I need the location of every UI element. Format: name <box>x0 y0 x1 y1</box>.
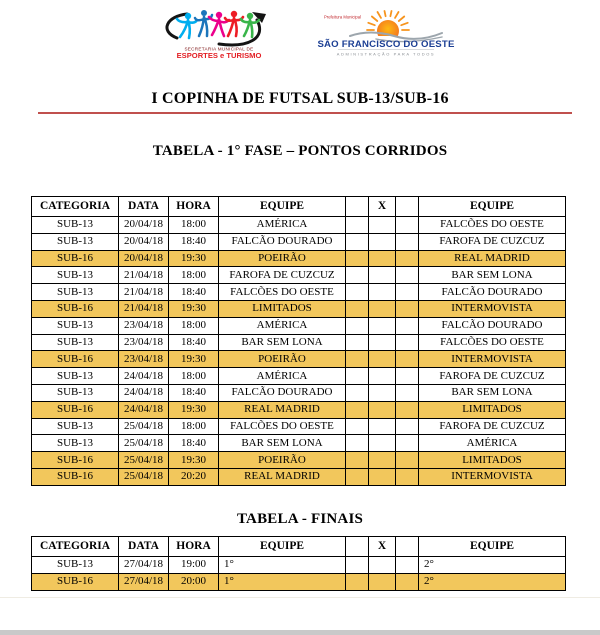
table-cell: 1° <box>219 573 346 590</box>
table-cell: FAROFA DE CUZCUZ <box>219 267 346 284</box>
table-cell <box>396 418 419 435</box>
column-header: EQUIPE <box>419 197 566 217</box>
column-header: HORA <box>169 537 219 557</box>
table-cell: SUB-16 <box>32 573 119 590</box>
page-bottom-edge <box>0 630 600 635</box>
table-cell: 18:00 <box>169 418 219 435</box>
table-cell: REAL MADRID <box>219 401 346 418</box>
table-cell <box>369 351 396 368</box>
table-cell: 2° <box>419 557 566 574</box>
column-header: X <box>369 197 396 217</box>
table-cell: SUB-13 <box>32 418 119 435</box>
table-cell <box>369 334 396 351</box>
table-cell <box>346 334 369 351</box>
table-cell: SUB-16 <box>32 300 119 317</box>
table-cell: 24/04/18 <box>119 401 169 418</box>
table-cell: AMÉRICA <box>219 217 346 234</box>
table-row <box>32 401 566 418</box>
table-cell <box>369 452 396 469</box>
table-cell <box>369 573 396 590</box>
column-header: CATEGORIA <box>32 197 119 217</box>
table-cell: 1° <box>219 557 346 574</box>
table-row <box>32 435 566 452</box>
table-cell: SUB-16 <box>32 250 119 267</box>
table-cell: 18:00 <box>169 217 219 234</box>
table-row <box>32 452 566 469</box>
table-cell <box>396 267 419 284</box>
finals-heading: TABELA - FINAIS <box>236 511 364 527</box>
table-cell: FALCÃO DOURADO <box>219 384 346 401</box>
table-cell: 23/04/18 <box>119 351 169 368</box>
phase-table <box>31 196 566 486</box>
table-row <box>32 573 566 590</box>
title-rule <box>38 112 572 114</box>
table-cell <box>346 267 369 284</box>
esportes-logo-line2: ESPORTES e TURISMO <box>176 51 262 59</box>
table-cell <box>346 250 369 267</box>
table-cell: FALCÕES DO OESTE <box>219 418 346 435</box>
table-cell: FALCÕES DO OESTE <box>419 217 566 234</box>
table-cell <box>396 468 419 485</box>
table-cell: 18:40 <box>169 233 219 250</box>
table-cell: FAROFA DE CUZCUZ <box>419 418 566 435</box>
prefeitura-logo-line0: Prefeitura Municipal <box>324 14 362 20</box>
table-cell <box>396 368 419 385</box>
table-cell: 21/04/18 <box>119 300 169 317</box>
table-cell: 19:30 <box>169 300 219 317</box>
table-cell <box>369 418 396 435</box>
table-cell: BAR SEM LONA <box>219 334 346 351</box>
table-cell <box>369 468 396 485</box>
column-header: DATA <box>119 197 169 217</box>
table-cell: 18:00 <box>169 317 219 334</box>
table-row <box>32 351 566 368</box>
table-cell: 19:30 <box>169 250 219 267</box>
table-cell <box>369 300 396 317</box>
table-cell: SUB-13 <box>32 217 119 234</box>
prefeitura-logo-line1: SÃO FRANCISCO DO OESTE <box>317 39 455 50</box>
table-cell: LIMITADOS <box>419 452 566 469</box>
table-row <box>32 557 566 574</box>
page-margin-line <box>0 597 600 598</box>
column-header: X <box>369 537 396 557</box>
table-cell <box>346 284 369 301</box>
table-cell <box>346 435 369 452</box>
table-cell: FAROFA DE CUZCUZ <box>419 233 566 250</box>
table-cell: 19:30 <box>169 452 219 469</box>
table-cell: FALCÕES DO OESTE <box>419 334 566 351</box>
page-title: I COPINHA DE FUTSAL SUB-13/SUB-16 <box>151 90 449 107</box>
table-cell: 18:40 <box>169 334 219 351</box>
table-cell: 21/04/18 <box>119 267 169 284</box>
table-cell <box>396 250 419 267</box>
table-cell: 19:30 <box>169 401 219 418</box>
esportes-logo-line1: SECRETARIA MUNICIPAL DE <box>184 46 254 52</box>
table-cell: FAROFA DE CUZCUZ <box>419 368 566 385</box>
table-cell: SUB-16 <box>32 351 119 368</box>
table-cell <box>346 351 369 368</box>
table-row <box>32 217 566 234</box>
phase-heading: TABELA - 1° FASE – PONTOS CORRIDOS <box>152 143 448 159</box>
table-cell <box>346 452 369 469</box>
table-row <box>32 468 566 485</box>
table-cell: SUB-16 <box>32 468 119 485</box>
table-cell <box>369 284 396 301</box>
table-row <box>32 267 566 284</box>
column-header: EQUIPE <box>419 537 566 557</box>
table-cell: REAL MADRID <box>419 250 566 267</box>
table-cell: SUB-13 <box>32 267 119 284</box>
table-cell: 18:40 <box>169 435 219 452</box>
table-cell <box>396 384 419 401</box>
table-cell: BAR SEM LONA <box>219 435 346 452</box>
table-cell: POEIRÃO <box>219 250 346 267</box>
table-cell: AMÉRICA <box>419 435 566 452</box>
table-cell: SUB-13 <box>32 317 119 334</box>
table-cell <box>396 284 419 301</box>
table-cell: POEIRÃO <box>219 351 346 368</box>
table-cell <box>346 557 369 574</box>
column-header: DATA <box>119 537 169 557</box>
table-cell: FALCÃO DOURADO <box>419 317 566 334</box>
table-cell <box>369 401 396 418</box>
table-cell: INTERMOVISTA <box>419 351 566 368</box>
table-row <box>32 334 566 351</box>
table-cell: 20:00 <box>169 573 219 590</box>
table-cell: 18:00 <box>169 267 219 284</box>
table-cell <box>396 317 419 334</box>
table-cell <box>396 300 419 317</box>
table-cell <box>396 401 419 418</box>
table-cell <box>346 418 369 435</box>
table-cell <box>346 384 369 401</box>
table-cell <box>346 300 369 317</box>
table-cell <box>369 384 396 401</box>
table-cell <box>396 217 419 234</box>
table-cell: 20/04/18 <box>119 233 169 250</box>
table-cell <box>369 557 396 574</box>
table-cell <box>369 250 396 267</box>
table-cell: 20:20 <box>169 468 219 485</box>
table-cell: SUB-13 <box>32 435 119 452</box>
table-cell: 20/04/18 <box>119 217 169 234</box>
table-row <box>32 418 566 435</box>
table-cell: 21/04/18 <box>119 284 169 301</box>
table-cell: BAR SEM LONA <box>419 384 566 401</box>
finals-table-header-row <box>32 537 566 557</box>
table-cell: 24/04/18 <box>119 368 169 385</box>
table-cell: LIMITADOS <box>219 300 346 317</box>
table-row <box>32 233 566 250</box>
table-cell: 18:40 <box>169 284 219 301</box>
table-cell: LIMITADOS <box>419 401 566 418</box>
table-cell <box>346 368 369 385</box>
table-cell <box>396 573 419 590</box>
table-cell <box>396 452 419 469</box>
table-cell: SUB-13 <box>32 334 119 351</box>
table-cell: 19:00 <box>169 557 219 574</box>
column-header <box>346 197 369 217</box>
table-cell: SUB-16 <box>32 452 119 469</box>
table-cell <box>396 557 419 574</box>
prefeitura-logo <box>316 10 456 58</box>
table-cell: SUB-13 <box>32 368 119 385</box>
phase-table-header-row <box>32 197 566 217</box>
table-cell <box>396 435 419 452</box>
table-cell <box>369 267 396 284</box>
table-cell: FALCÃO DOURADO <box>419 284 566 301</box>
table-cell <box>369 233 396 250</box>
dancing-figures-icon <box>167 10 266 45</box>
table-cell: INTERMOVISTA <box>419 468 566 485</box>
esportes-logo <box>157 7 282 59</box>
table-cell: 18:00 <box>169 368 219 385</box>
column-header: HORA <box>169 197 219 217</box>
table-cell: 23/04/18 <box>119 317 169 334</box>
table-cell: 27/04/18 <box>119 573 169 590</box>
table-cell <box>346 317 369 334</box>
table-cell <box>346 233 369 250</box>
column-header <box>396 537 419 557</box>
table-row <box>32 384 566 401</box>
table-cell: 25/04/18 <box>119 468 169 485</box>
table-cell: SUB-13 <box>32 384 119 401</box>
table-cell <box>369 317 396 334</box>
table-cell: SUB-13 <box>32 284 119 301</box>
table-cell <box>396 233 419 250</box>
column-header <box>346 537 369 557</box>
table-cell: AMÉRICA <box>219 317 346 334</box>
table-cell <box>369 368 396 385</box>
table-cell: 2° <box>419 573 566 590</box>
finals-table <box>31 536 566 591</box>
table-cell: 25/04/18 <box>119 435 169 452</box>
column-header: EQUIPE <box>219 537 346 557</box>
table-cell <box>369 435 396 452</box>
column-header <box>396 197 419 217</box>
table-cell <box>346 573 369 590</box>
table-row <box>32 284 566 301</box>
table-cell: INTERMOVISTA <box>419 300 566 317</box>
table-cell <box>346 468 369 485</box>
table-cell: 18:40 <box>169 384 219 401</box>
table-cell: FALCÕES DO OESTE <box>219 284 346 301</box>
table-cell: BAR SEM LONA <box>419 267 566 284</box>
table-cell <box>369 217 396 234</box>
table-cell: 20/04/18 <box>119 250 169 267</box>
table-cell: 19:30 <box>169 351 219 368</box>
table-row <box>32 250 566 267</box>
table-cell: 23/04/18 <box>119 334 169 351</box>
table-cell: FALCÃO DOURADO <box>219 233 346 250</box>
table-cell: POEIRÃO <box>219 452 346 469</box>
table-cell: SUB-13 <box>32 233 119 250</box>
table-cell: 24/04/18 <box>119 384 169 401</box>
column-header: CATEGORIA <box>32 537 119 557</box>
table-cell <box>346 217 369 234</box>
table-cell <box>346 401 369 418</box>
column-header: EQUIPE <box>219 197 346 217</box>
table-row <box>32 368 566 385</box>
table-row <box>32 300 566 317</box>
table-cell: 27/04/18 <box>119 557 169 574</box>
table-cell: 25/04/18 <box>119 452 169 469</box>
table-cell <box>396 334 419 351</box>
table-cell: REAL MADRID <box>219 468 346 485</box>
table-cell: 25/04/18 <box>119 418 169 435</box>
table-cell: SUB-13 <box>32 557 119 574</box>
prefeitura-logo-line2: ADMINISTRAÇÃO PARA TODOS <box>336 51 436 57</box>
table-cell <box>396 351 419 368</box>
table-row <box>32 317 566 334</box>
table-cell: SUB-16 <box>32 401 119 418</box>
table-cell: AMÉRICA <box>219 368 346 385</box>
